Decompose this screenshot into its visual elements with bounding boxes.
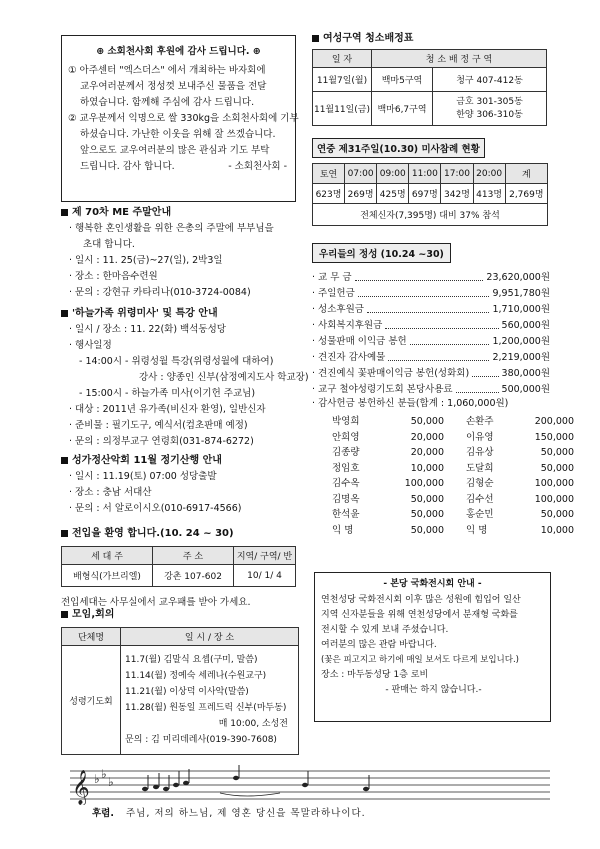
donor-name: 이유영 [466,431,494,443]
family-mass-line: - 15:00시 - 하늘가족 미사(이기헌 주교님) [79,388,256,399]
family-mass-line: · 문의 : 의정부교구 연령회(031-874-6272) [69,436,254,447]
table-header: 계 [505,164,547,184]
me-weekend-line: · 장소 : 한마음수련원 [69,271,158,282]
meeting-group: 성령기도회 [62,646,121,755]
table-cell: 2,769명 [505,184,547,204]
treble-clef-icon: 𝄞 [72,770,90,805]
donor-amount: 10,000 [540,524,574,536]
flat-sign-icon: ♭ [101,767,107,781]
me-weekend-section [61,205,301,301]
thanks-item1-line1: ① 아주센터 "엑스더스" 에서 개최하는 바자회에 [68,65,266,76]
table-header: 단체명 [62,628,121,646]
thanks-item2-line4: 드립니다. 감사 합니다. [80,161,175,172]
donor-amount: 50,000 [410,509,444,520]
table-row [313,68,547,92]
donor-amount: 150,000 [534,431,574,443]
donor-name: 김수선 [466,493,494,505]
offering-amount: 9,951,780원 [492,288,550,299]
newcomers-table [61,546,296,587]
offering-row [312,364,550,380]
thanks-item1-line3: 하였습니다. 함께해 주심에 감사 드립니다. [80,97,255,108]
donor-name: 도달희 [466,462,494,474]
cleaning-table [312,49,547,126]
exhibit-line: 지역 신자분들을 위해 연천성당에서 분재형 국화를 [321,610,518,620]
offering-amount: 1,710,000원 [492,304,550,315]
section-bullet-icon [61,530,68,537]
offering-amount: 2,219,000원 [492,352,550,363]
offering-label: · 성소후원금 [312,304,364,315]
donor-amount: 50,000 [540,447,574,458]
table-header: 지역/ 구역/ 반 [234,547,296,565]
family-mass-section [61,306,309,450]
meeting-line: 문의 : 김 미리데레사(019-390-7608) [125,735,277,745]
offering-label: · 주일헌금 [312,288,355,299]
hiking-line: · 일시 : 11.19(토) 07:00 성당출발 [69,471,217,482]
offering-row [312,300,550,316]
offering-row [312,284,550,300]
thanks-item1-line2: 교우여러분께서 정성껏 보내주신 물품을 전달 [80,81,267,92]
attendance-section [312,138,552,226]
exhibit-line: 전시할 수 있게 보내 주셨습니다. [321,625,449,635]
offering-label: · 견진자 감사예물 [312,352,386,363]
table-cell: 413명 [473,184,505,204]
table-cell: 342명 [441,184,473,204]
offering-label: · 교구 철야성령기도회 본당사용료 [312,384,453,395]
me-weekend-line: 초대 합니다. [83,239,135,250]
offering-amount: 500,000원 [501,384,550,395]
table-header: 일 자 [313,50,372,68]
offering-row [312,316,550,332]
section-bullet-icon [61,611,68,618]
donor-amount: 50,000 [410,524,444,536]
flat-sign-icon: ♭ [94,772,100,786]
attendance-total: 전체신자(7,395명) 대비 37% 참석 [313,204,548,226]
offering-label: · 사회복지후원금 [312,320,383,331]
donor-amount: 50,000 [410,416,444,427]
exhibit-line: (꽃은 피고지고 하기에 매일 보셔도 다르게 보입니다.) [321,655,519,665]
offering-row [312,348,550,364]
table-header: 주 소 [153,547,234,565]
donor-amount: 10,000 [410,462,444,474]
offering-row [312,380,550,396]
table-row [313,92,547,126]
donor-amount: 20,000 [410,431,444,443]
hiking-section [61,453,301,517]
thanks-title: ⊕ 소회천사회 후원에 감사 드립니다. ⊕ [96,46,261,57]
section-bullet-icon [61,310,68,317]
offering-amount: 380,000원 [501,368,550,379]
me-weekend-line: · 문의 : 강현규 카타리나(010-3724-0084) [69,287,251,298]
donor-name: 정임호 [332,462,360,474]
family-mass-line: - 14:00시 - 위령성월 특강(위령성월에 대하여) [79,356,274,367]
table-header: 09:00 [377,164,409,184]
donor-amount: 50,000 [540,462,574,474]
hiking-title: 성가정산악회 11월 정기산행 안내 [72,455,222,466]
family-mass-line: · 행사일정 [69,340,112,351]
refrain-lyrics: 주님, 저의 하느님, 제 영혼 당신을 목말라하나이다. [125,808,366,819]
table-header: 20:00 [473,164,505,184]
table-header: 11:00 [409,164,441,184]
exhibit-line: 여러분의 많은 관람 바랍니다. [321,640,437,650]
donor-list [312,414,574,538]
offering-label: · 성물판매 이익금 봉헌 [312,336,407,347]
offering-amount: 23,620,000원 [486,272,550,283]
table-row [62,565,296,587]
newcomers-note: 전입세대는 사무실에서 교우패를 받아 가세요. [61,597,251,608]
donor-amount: 50,000 [410,493,444,505]
table-header: 17:00 [441,164,473,184]
thanks-signature: - 소회천사회 - [228,161,287,172]
meeting-line: 11.21(월) 이상덕 이사악(말씀) [125,687,249,697]
table-cell: 강촌 107-602 [153,565,234,587]
table-cell: 금호 301-305동 한양 306-310동 [433,92,547,126]
table-cell: 623명 [313,184,345,204]
gratitude-title: · 감사헌금 봉헌하신 분들(합계 : 1,060,000원) [312,398,509,409]
section-bullet-icon [61,209,68,216]
table-header: 세 대 주 [62,547,153,565]
donor-name: 홍순민 [466,509,494,520]
family-mass-line: 강사 : 양종인 신부(삼정예지도사 학교장) [139,372,309,383]
donor-name: 박영희 [332,416,360,427]
refrain-label: 후렴. [92,808,114,819]
cleaning-section [312,32,552,126]
offering-title: 우리들의 정성 (10.24 ~30) [312,243,451,263]
meeting-line: 11.7(월) 김말식 요셉(구미, 말씀) [125,655,258,665]
exhibit-line: 장소 : 마두동성당 1층 로비 [321,670,429,680]
table-header: 청 소 배 정 구 역 [372,50,547,68]
table-header: 토연 [313,164,345,184]
offering-section [312,243,574,538]
offering-label: · 교 무 금 [312,272,352,283]
donor-name: 김종량 [332,447,360,458]
hiking-line: · 장소 : 충남 서대산 [69,487,152,498]
music-staff [70,765,550,805]
donor-amount: 20,000 [410,447,444,458]
attendance-title: 연중 제31주일(10.30) 미사참례 현황 [312,138,485,158]
newcomers-section [61,526,306,611]
table-cell: 청구 407-412동 [433,68,547,92]
family-mass-line: · 준비물 : 필기도구, 예식서(컴초판매 예정) [69,420,248,431]
donor-name: 익 명 [332,524,354,536]
meeting-line: 매 10:00, 소성전 [218,719,288,729]
offering-amount: 1,200,000원 [492,336,550,347]
offering-row [312,332,550,348]
flat-sign-icon: ♭ [108,775,114,789]
offering-row [312,268,550,284]
donor-name: 김유상 [466,447,494,458]
section-bullet-icon [312,35,319,42]
attendance-table [312,163,548,226]
donor-name: 안희영 [332,431,360,443]
donor-amount: 100,000 [534,478,574,489]
table-cell: 11월11일(금) [313,92,372,126]
meeting-line: 11.28(월) 원동일 프레드릭 신부(마두동) [125,703,287,713]
donor-name: 손환주 [466,416,494,427]
me-weekend-line: · 일시 : 11. 25(금)~27(일), 2박3일 [69,255,223,266]
table-cell: 백마6,7구역 [372,92,433,126]
meetings-table [61,627,299,755]
donor-name: 김형순 [466,478,494,489]
me-weekend-title: 제 70차 ME 주말안내 [72,207,172,218]
thanks-item2-line2: 하셨습니다. 가난한 이웃을 위해 잘 쓰겠습니다. [80,129,276,140]
family-mass-title: '하늘가족 위령미사' 및 특강 안내 [72,308,218,319]
table-header: 07:00 [345,164,377,184]
thanks-item2-line1: ② 교우분께서 익명으로 쌀 330kg을 소회천사회에 기부 [68,113,299,124]
table-row [62,646,299,755]
refrain-line [92,805,366,819]
table-cell: 269명 [345,184,377,204]
hiking-line: · 문의 : 서 알로이시오(010-6917-4566) [69,503,242,514]
family-mass-line: · 일시 / 장소 : 11. 22(화) 백석동성당 [69,324,226,335]
table-cell: 배형식(가브리엘) [62,565,153,587]
exhibit-line: - 판매는 하지 않습니다.- [385,685,482,695]
table-row [313,184,548,204]
donor-name: 김수옥 [332,478,360,489]
donor-name: 김명옥 [332,493,360,505]
exhibit-line: 연천성당 국화전시회 이후 많은 성원에 힘입어 일산 [321,595,521,605]
me-weekend-line: · 행복한 혼인생활을 위한 은총의 주말에 부부님을 [69,223,274,234]
donor-amount: 200,000 [534,416,574,427]
table-header: 일 시 / 장 소 [121,628,299,646]
chrysanthemum-exhibit-box [314,572,551,722]
cleaning-title: 여성구역 청소배정표 [323,33,414,44]
donor-name: 한석윤 [332,509,360,520]
donor-amount: 100,000 [404,478,444,489]
thanks-box [61,35,299,202]
donor-amount: 50,000 [540,509,574,520]
donor-amount: 100,000 [534,493,574,505]
thanks-item2-line3: 앞으로도 교우여러분의 많은 관심과 기도 부탁 [80,145,270,156]
table-cell: 11월7일(월) [313,68,372,92]
exhibit-title: - 본당 국화전시회 안내 - [383,579,482,589]
donor-name: 익 명 [466,524,488,536]
table-row [313,204,548,226]
newcomers-title: 전입을 환영 합니다.(10. 24 ~ 30) [72,528,234,539]
table-cell: 백마5구역 [372,68,433,92]
meetings-section [61,607,306,755]
section-bullet-icon [61,457,68,464]
meeting-line: 11.14(월) 정예숙 세레나(수원교구) [125,671,267,681]
table-cell: 425명 [377,184,409,204]
offering-label: · 견진예식 꽃판매이익금 봉헌(성화회) [312,368,470,379]
family-mass-line: · 대상 : 2011년 유가족(비신자 환영), 일반신자 [69,404,266,415]
meetings-title: 모임,회의 [72,609,115,620]
table-cell: 697명 [409,184,441,204]
offering-amount: 560,000원 [501,320,550,331]
table-cell: 10/ 1/ 4 [234,565,296,587]
